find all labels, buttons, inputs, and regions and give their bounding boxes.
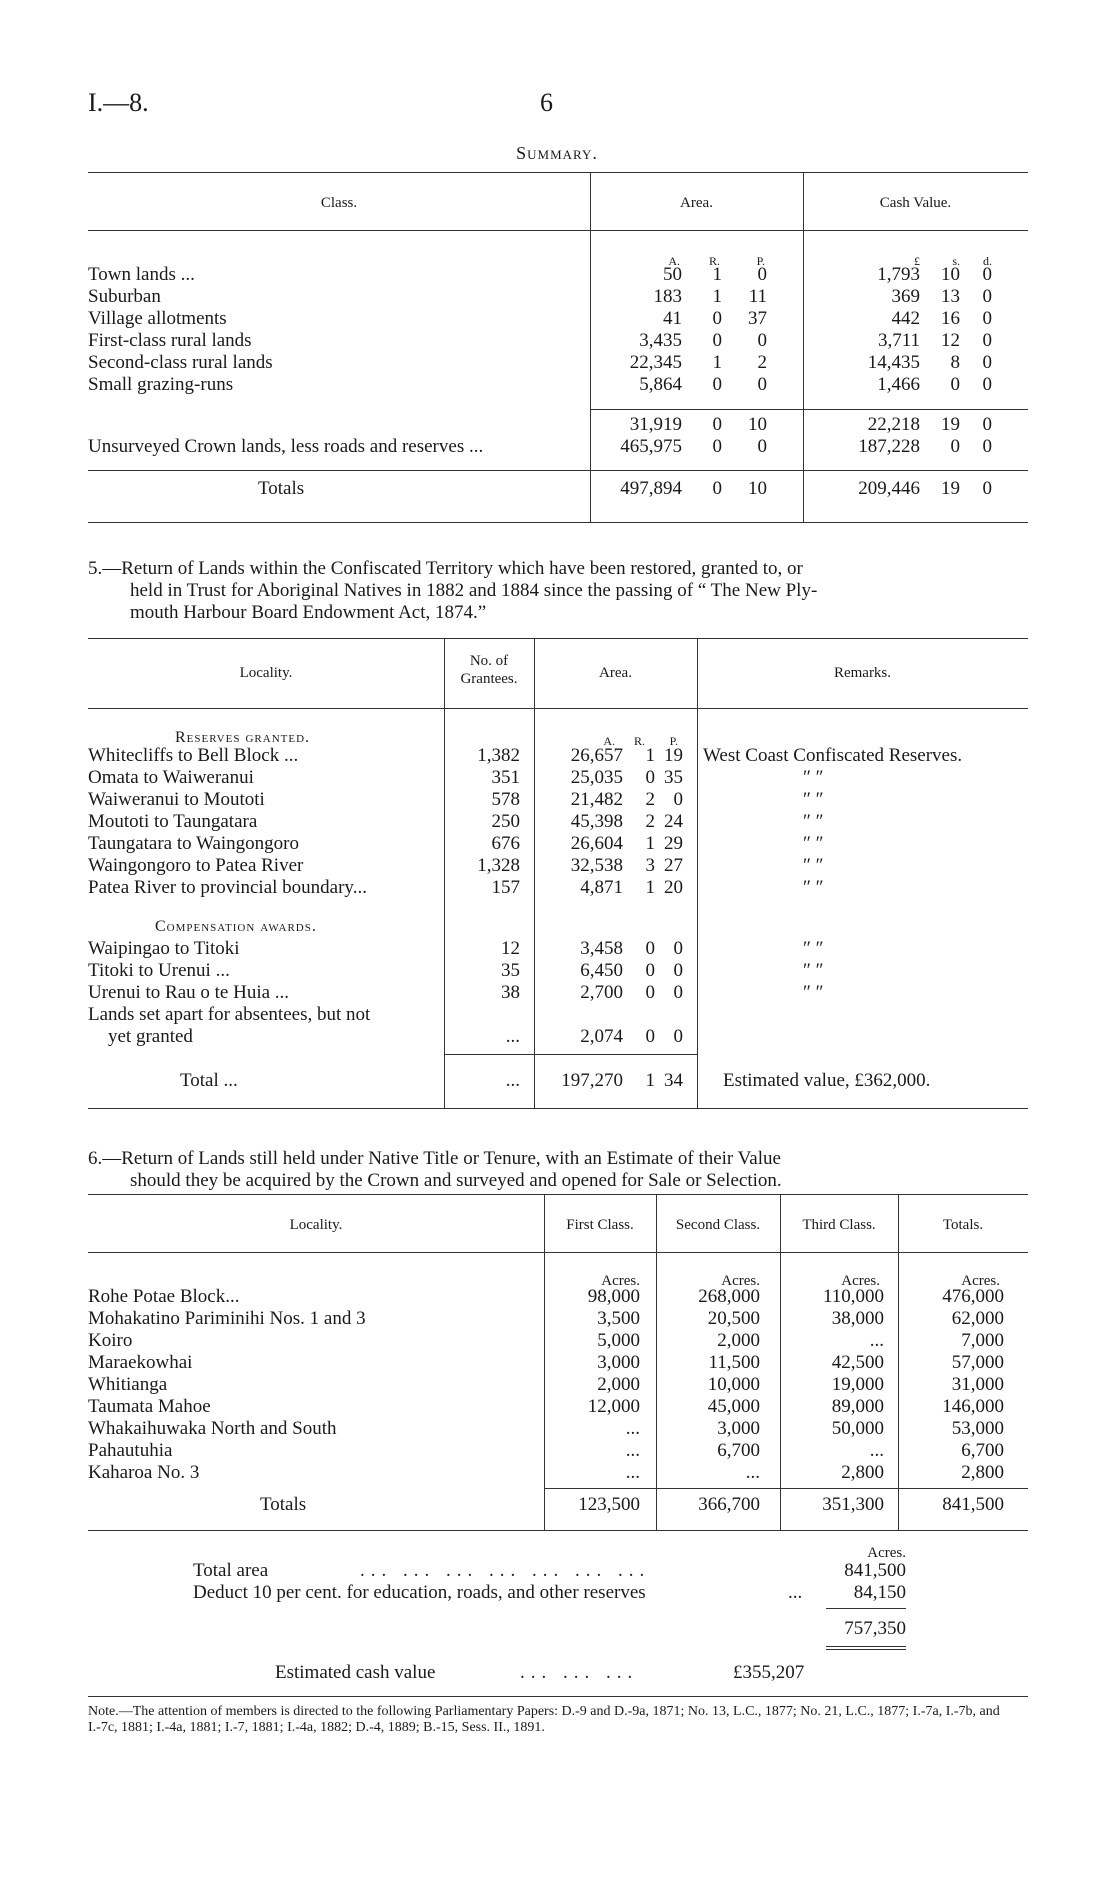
absentees-row (88, 1026, 683, 1048)
table-row: Second-class rural lands 22,345 1 2 14,435 8 0 (88, 352, 992, 373)
table-row: yet granted ... 2,074 0 0 (88, 1026, 683, 1048)
reserves-rows (88, 745, 1028, 899)
column-header-second-class: Second Class. (675, 1217, 761, 1233)
page-number: 6 (540, 88, 553, 117)
table-row: Taungatara to Waingongoro 676 26,604 1 29 ″ ″ (88, 833, 1028, 855)
row-label: Pahautuhia (88, 1440, 173, 1461)
row-label: Waipingao to Titoki (88, 938, 240, 959)
row-label: Waingongoro to Patea River (88, 855, 304, 876)
table-row: Taumata Mahoe 12,000 45,000 89,000 146,000 (88, 1396, 1004, 1417)
rule (544, 1488, 1028, 1489)
rule (826, 1646, 906, 1647)
rule (88, 708, 1028, 709)
table-row: Small grazing-runs 5,864 0 0 1,466 0 0 (88, 374, 992, 395)
row-label: Taungatara to Waingongoro (88, 833, 300, 854)
row-label: Kaharoa No. 3 (88, 1462, 200, 1483)
column-header-cash-value: Cash Value. (879, 195, 952, 211)
rule (88, 470, 1028, 471)
rule (590, 409, 1028, 410)
rule (88, 1108, 1028, 1109)
table-row: Mohakatino Pariminihi Nos. 1 and 3 3,500 20,500 38,000 62,000 (88, 1308, 1004, 1329)
rule (88, 1252, 1028, 1253)
unit-acres: A. (603, 734, 615, 748)
row-label: Village allotments (88, 308, 227, 329)
table-row: Maraekowhai 3,000 11,500 42,500 57,000 (88, 1352, 1004, 1373)
return6-title: 6.—Return of Lands still held under Native Title or Tenure, with an Estimate of their Value should they be acquired by the Crown and surveyed and opened for Sale or Selection. (88, 1148, 782, 1191)
net-acres-value: 757,350 (844, 1618, 906, 1639)
table-row: Waiweranui to Moutoti 578 21,482 2 0 ″ ″ (88, 789, 1028, 811)
compensation-rows (88, 938, 1028, 1004)
row-label: Maraekowhai (88, 1352, 193, 1373)
row-label: Taumata Mahoe (88, 1396, 211, 1417)
row-remark: ″ ″ (803, 982, 824, 1003)
leader-dots: ... ... ... (520, 1662, 639, 1683)
row-label: Town lands ... (88, 264, 195, 285)
deduct-label: Deduct 10 per cent. for education, roads, and other reserves (193, 1582, 646, 1603)
total-area-value: 841,500 (844, 1560, 906, 1581)
table-row: Patea River to provincial boundary... 157 4,871 1 20 ″ ″ (88, 877, 1028, 899)
summary-subtotal (88, 414, 992, 458)
section-heading: Reserves granted. (175, 729, 311, 746)
column-header-locality: Locality. (239, 665, 293, 681)
footnote: Note.—The attention of members is directed to the following Parliamentary Papers: D.-9 and D.-9a, 1871; No. 13, L.C., 1877; No. 21, L.C., 1877; I.-7a, I.-7b, and I.-7c, 1881; I.-4a, 1881; I.-7, 1881; I.-4a, 1882; D.-4, 1889; B.-15, Sess. II., 1891. (88, 1704, 1000, 1735)
unit-pounds: £ (914, 254, 920, 268)
row-label: Urenui to Rau o te Huia ... (88, 982, 290, 1003)
table-row: Omata to Waiweranui 351 25,035 0 35 ″ ″ (88, 767, 1028, 789)
row-label: Small grazing-runs (88, 374, 234, 395)
rule (88, 1696, 1028, 1697)
table-row: Pahautuhia ... 6,700 ... 6,700 (88, 1440, 1004, 1461)
row-remark: ″ ″ (803, 960, 824, 981)
table-row: Total ... ... 197,270 1 34 Estimated value, £362,000. (88, 1070, 1028, 1092)
rule (88, 230, 1028, 231)
row-label: yet granted (108, 1026, 193, 1047)
row-label: Whitianga (88, 1374, 168, 1395)
unit-shillings: s. (952, 254, 960, 268)
row-remark: ″ ″ (803, 789, 824, 810)
row-remark: ″ ″ (803, 767, 824, 788)
row-label: Suburban (88, 286, 161, 307)
table-row: Moutoti to Taungatara 250 45,398 2 24 ″ ″ (88, 811, 1028, 833)
table-row: Titoki to Urenui ... 35 6,450 0 0 ″ ″ (88, 960, 1028, 982)
rule (88, 522, 1028, 523)
row-remark: ″ ″ (803, 877, 824, 898)
summary-totals (88, 478, 992, 500)
table-row: Urenui to Rau o te Huia ... 38 2,700 0 0 ″ ″ (88, 982, 1028, 1004)
unit-acres: Acres. (601, 1273, 640, 1289)
column-header-grantees: No. of Grantees. (460, 653, 518, 687)
table-row: Totals 497,894 0 10 209,446 19 0 (88, 478, 992, 500)
column-header-remarks: Remarks. (833, 665, 892, 681)
rule (88, 638, 1028, 639)
row-label: Omata to Waiweranui (88, 767, 254, 788)
row-label: Rohe Potae Block... (88, 1286, 240, 1307)
summary-rows (88, 264, 992, 396)
row-remark: ″ ″ (803, 833, 824, 854)
row-remark: ″ ″ (803, 811, 824, 832)
cash-value: £355,207 (733, 1662, 805, 1683)
total-label: Total ... (180, 1070, 238, 1091)
summary-caption: Summary. (516, 143, 598, 163)
row-label: Waiweranui to Moutoti (88, 789, 265, 810)
document-code: I.—8. (88, 88, 149, 117)
row-remark: ″ ″ (803, 855, 824, 876)
table-row: Whitianga 2,000 10,000 19,000 31,000 (88, 1374, 1004, 1395)
return6-totals (88, 1494, 1004, 1516)
deduct-value: 84,150 (853, 1582, 906, 1603)
column-header-area: Area. (599, 665, 632, 681)
table-row: Kaharoa No. 3 ... ... 2,800 2,800 (88, 1462, 1004, 1483)
column-header-third-class: Third Class. (802, 1217, 876, 1233)
row-label: Patea River to provincial boundary... (88, 877, 367, 898)
table-row: Unsurveyed Crown lands, less roads and reserves ... 465,975 0 0 187,228 0 0 (88, 436, 992, 457)
unit-perches: P. (669, 734, 678, 748)
row-label: Koiro (88, 1330, 133, 1351)
table-row: Town lands ... 50 1 0 1,793 10 0 (88, 264, 992, 285)
return6-rows (88, 1286, 1004, 1484)
rule (826, 1608, 906, 1609)
leader-dots: ... (788, 1582, 803, 1603)
unit-roods: R. (633, 734, 645, 748)
unit-acres: Acres. (961, 1273, 1000, 1289)
totals-label: Totals (260, 1494, 307, 1515)
table-row: Whakaihuwaka North and South ... 3,000 50,000 53,000 (88, 1418, 1004, 1439)
table-row: Koiro 5,000 2,000 ... 7,000 (88, 1330, 1004, 1351)
rule (88, 1530, 1028, 1531)
unit-acres: A. (668, 254, 680, 268)
row-label: Mohakatino Pariminihi Nos. 1 and 3 (88, 1308, 366, 1329)
row-label: First-class rural lands (88, 330, 252, 351)
unit-acres: Acres. (867, 1545, 906, 1561)
unit-pence: d. (983, 254, 992, 268)
cash-value-label: Estimated cash value (275, 1662, 436, 1683)
return5-total (88, 1070, 1028, 1092)
table-row: Whitecliffs to Bell Block ... 1,382 26,657 1 19 West Coast Confiscated Reserves. (88, 745, 1028, 767)
unit-acres: Acres. (841, 1273, 880, 1289)
section-heading: Compensation awards. (155, 918, 317, 935)
column-header-locality: Locality. (289, 1217, 343, 1233)
rule (444, 1054, 697, 1055)
column-header-totals: Totals. (942, 1217, 984, 1233)
row-label: Moutoti to Taungatara (88, 811, 258, 832)
table-row: Village allotments 41 0 37 442 16 0 (88, 308, 992, 329)
table-row: 31,919 0 10 22,218 19 0 (629, 414, 992, 435)
row-label: Whakaihuwaka North and South (88, 1418, 337, 1439)
unit-acres: Acres. (721, 1273, 760, 1289)
rule (88, 1194, 1028, 1195)
unit-perches: P. (756, 254, 765, 268)
column-header-first-class: First Class. (566, 1217, 634, 1233)
row-label: Lands set apart for absentees, but not (88, 1004, 371, 1025)
table-row: Waingongoro to Patea River 1,328 32,538 3 27 ″ ″ (88, 855, 1028, 877)
column-header-area: Area. (680, 195, 713, 211)
rule (826, 1649, 906, 1650)
table-row: Rohe Potae Block... 98,000 268,000 110,000 476,000 (88, 1286, 1004, 1307)
leader-dots: ... ... ... ... ... ... ... (360, 1560, 651, 1581)
column-header-class: Class. (320, 195, 358, 211)
table-row: Suburban 183 1 11 369 13 0 (88, 286, 992, 307)
rule (88, 172, 1028, 173)
total-remark: Estimated value, £362,000. (723, 1070, 931, 1091)
totals-label: Totals (258, 478, 305, 499)
table-row: Totals 123,500 366,700 351,300 841,500 (88, 1494, 1004, 1516)
row-label: Unsurveyed Crown lands, less roads and reserves ... (88, 436, 484, 457)
unit-roods: R. (708, 254, 720, 268)
total-area-label: Total area (193, 1560, 269, 1581)
table-row: Waipingao to Titoki 12 3,458 0 0 ″ ″ (88, 938, 1028, 960)
return5-title: 5.—Return of Lands within the Confiscated Territory which have been restored, granted to, or held in Trust for Aboriginal Natives in 1882 and 1884 since the passing of “ The New Ply- mouth Harbour Board Endowment Act, 1874.” (88, 558, 818, 623)
row-label: Titoki to Urenui ... (88, 960, 230, 981)
row-label: Whitecliffs to Bell Block ... (88, 745, 299, 766)
row-remark: ″ ″ (803, 938, 824, 959)
table-row: First-class rural lands 3,435 0 0 3,711 12 0 (88, 330, 992, 351)
row-label: Second-class rural lands (88, 352, 273, 373)
row-remark: West Coast Confiscated Reserves. (703, 745, 963, 766)
